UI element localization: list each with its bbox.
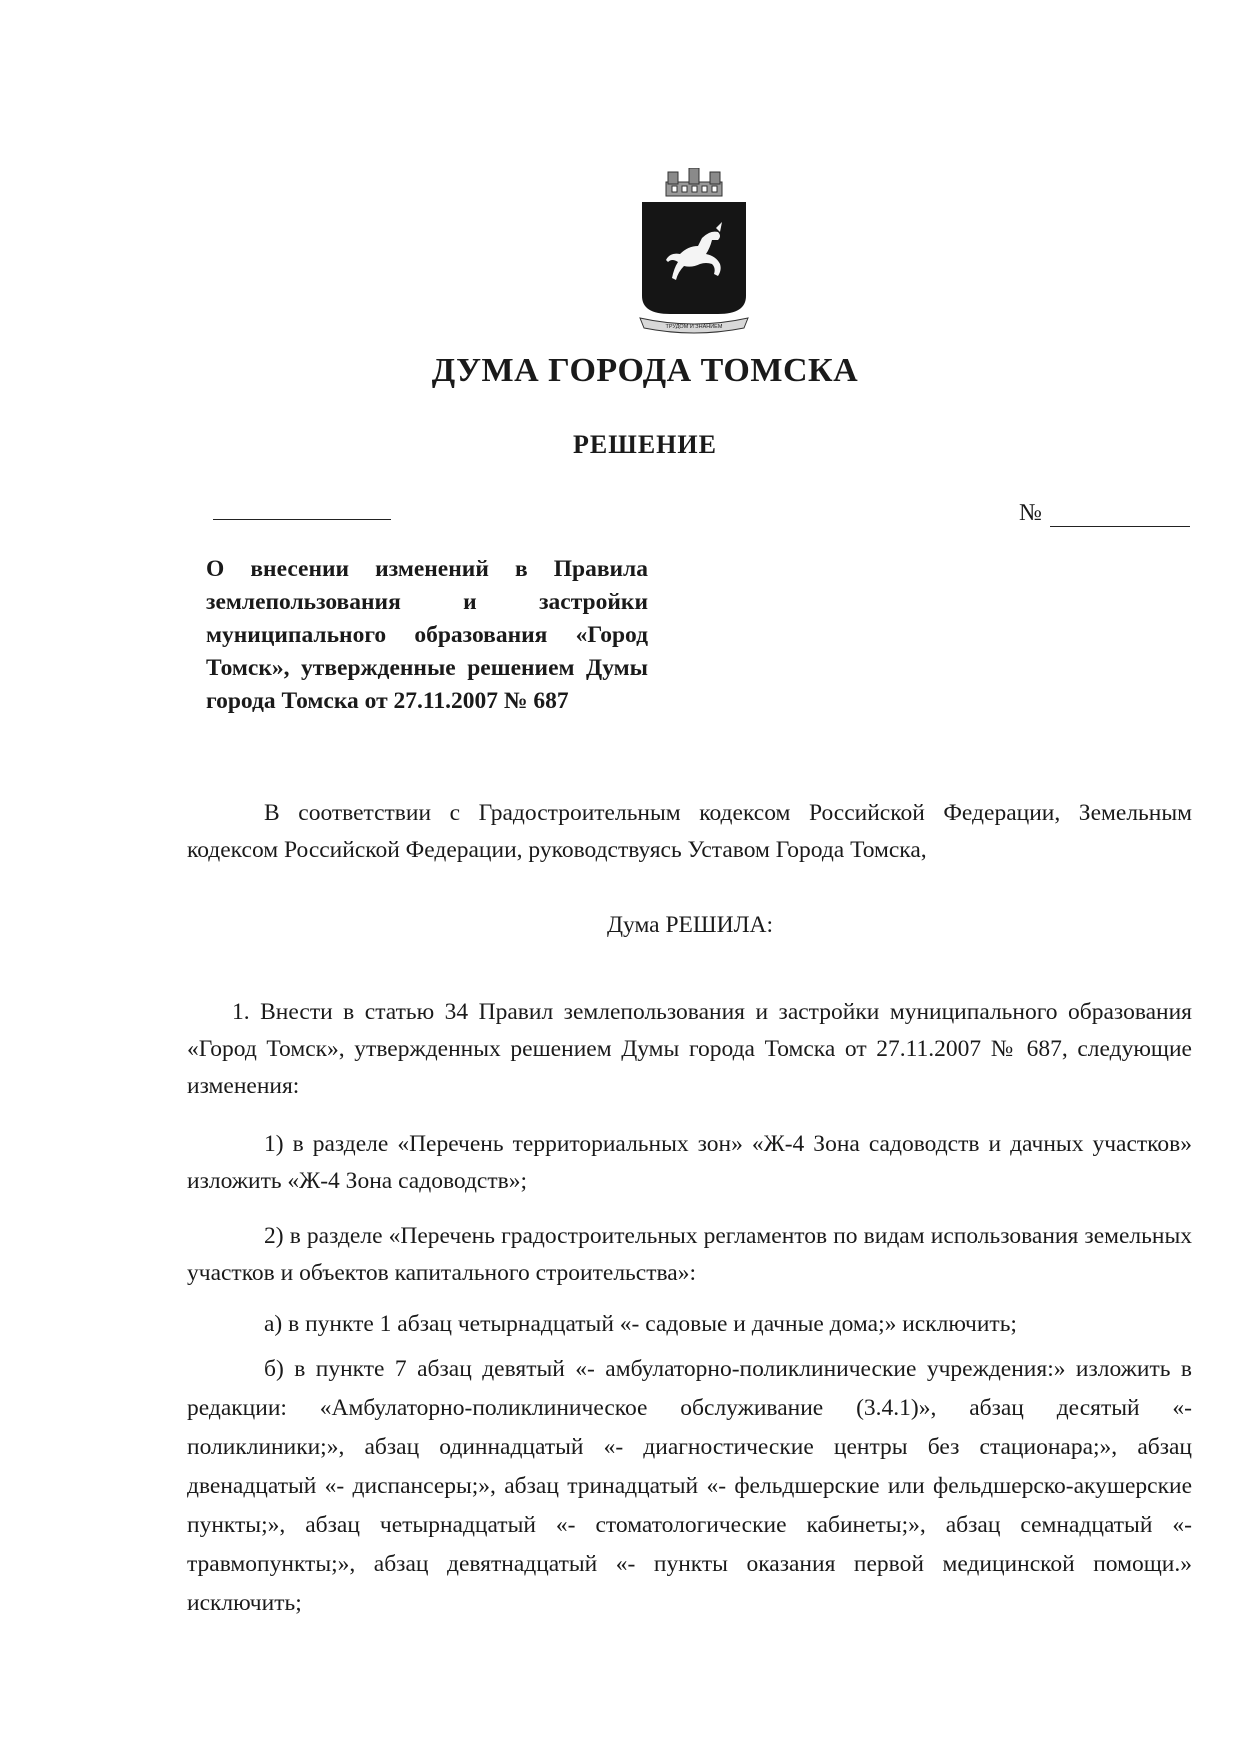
document-type: РЕШЕНИЕ — [573, 430, 717, 459]
item-1-2-a-paragraph: а) в пункте 1 абзац четырнадцатый «- садовые и дачные дома;» исключить; — [264, 1311, 1017, 1337]
date-field-line — [213, 519, 391, 520]
item-1-2-paragraph: 2) в разделе «Перечень градостроительных регламентов по видам использования земельных участков и объектов капитального строительства»: — [187, 1223, 1192, 1286]
resolution-heading: Дума РЕШИЛА: — [606, 912, 774, 938]
number-label: № — [1019, 500, 1042, 526]
document-number-field — [1019, 500, 1190, 527]
preamble-paragraph: В соответствии с Градостроительным кодексом Российской Федерации, Земельным кодексом Российской Федерации, руководствуясь Уставом Города Томска, — [187, 800, 1192, 863]
item-1-1-paragraph: 1) в разделе «Перечень территориальных зон» «Ж-4 Зона садоводств и дачных участков» изложить «Ж-4 Зона садоводств»; — [187, 1131, 1192, 1194]
document-subject: О внесении изменений в Правила землепользования и застройки муниципального образования «Город Томск», утвержденные решением Думы города Томска от 27.11.2007 № 687 — [206, 556, 648, 714]
number-blank-line — [1050, 504, 1190, 527]
tomsk-coat-of-arms-icon — [632, 168, 756, 348]
item-1-2-b-paragraph: б) в пункте 7 абзац девятый «- амбулаторно-поликлинические учреждения:» изложить в редакции: «Амбулаторно-поликлиническое обслуживание (3.4.1)», абзац десятый «- поликлиники;», абзац одиннадцатый «- диагностические центры без стационара;», абзац двенадцатый «- диспансеры;», абзац тринадцатый «- фельдшерские или фельдшерско-акушерские пункты;», абзац четырнадцатый «- стоматологические кабинеты;», абзац семнадцатый «- травмопункты;», абзац девятнадцатый «- пункты оказания первой медицинской помощи.» исключить; — [187, 1356, 1192, 1616]
emblem-motto: ТРУДОМ И ЗНАНИЕМ — [665, 324, 723, 330]
item-1-paragraph: 1. Внести в статью 34 Правил землепользования и застройки муниципального образования «Город Томск», утвержденных решением Думы города Томска от 27.11.2007 № 687, следующие изменения: — [187, 999, 1192, 1099]
organization-title: ДУМА ГОРОДА ТОМСКА — [431, 352, 859, 389]
